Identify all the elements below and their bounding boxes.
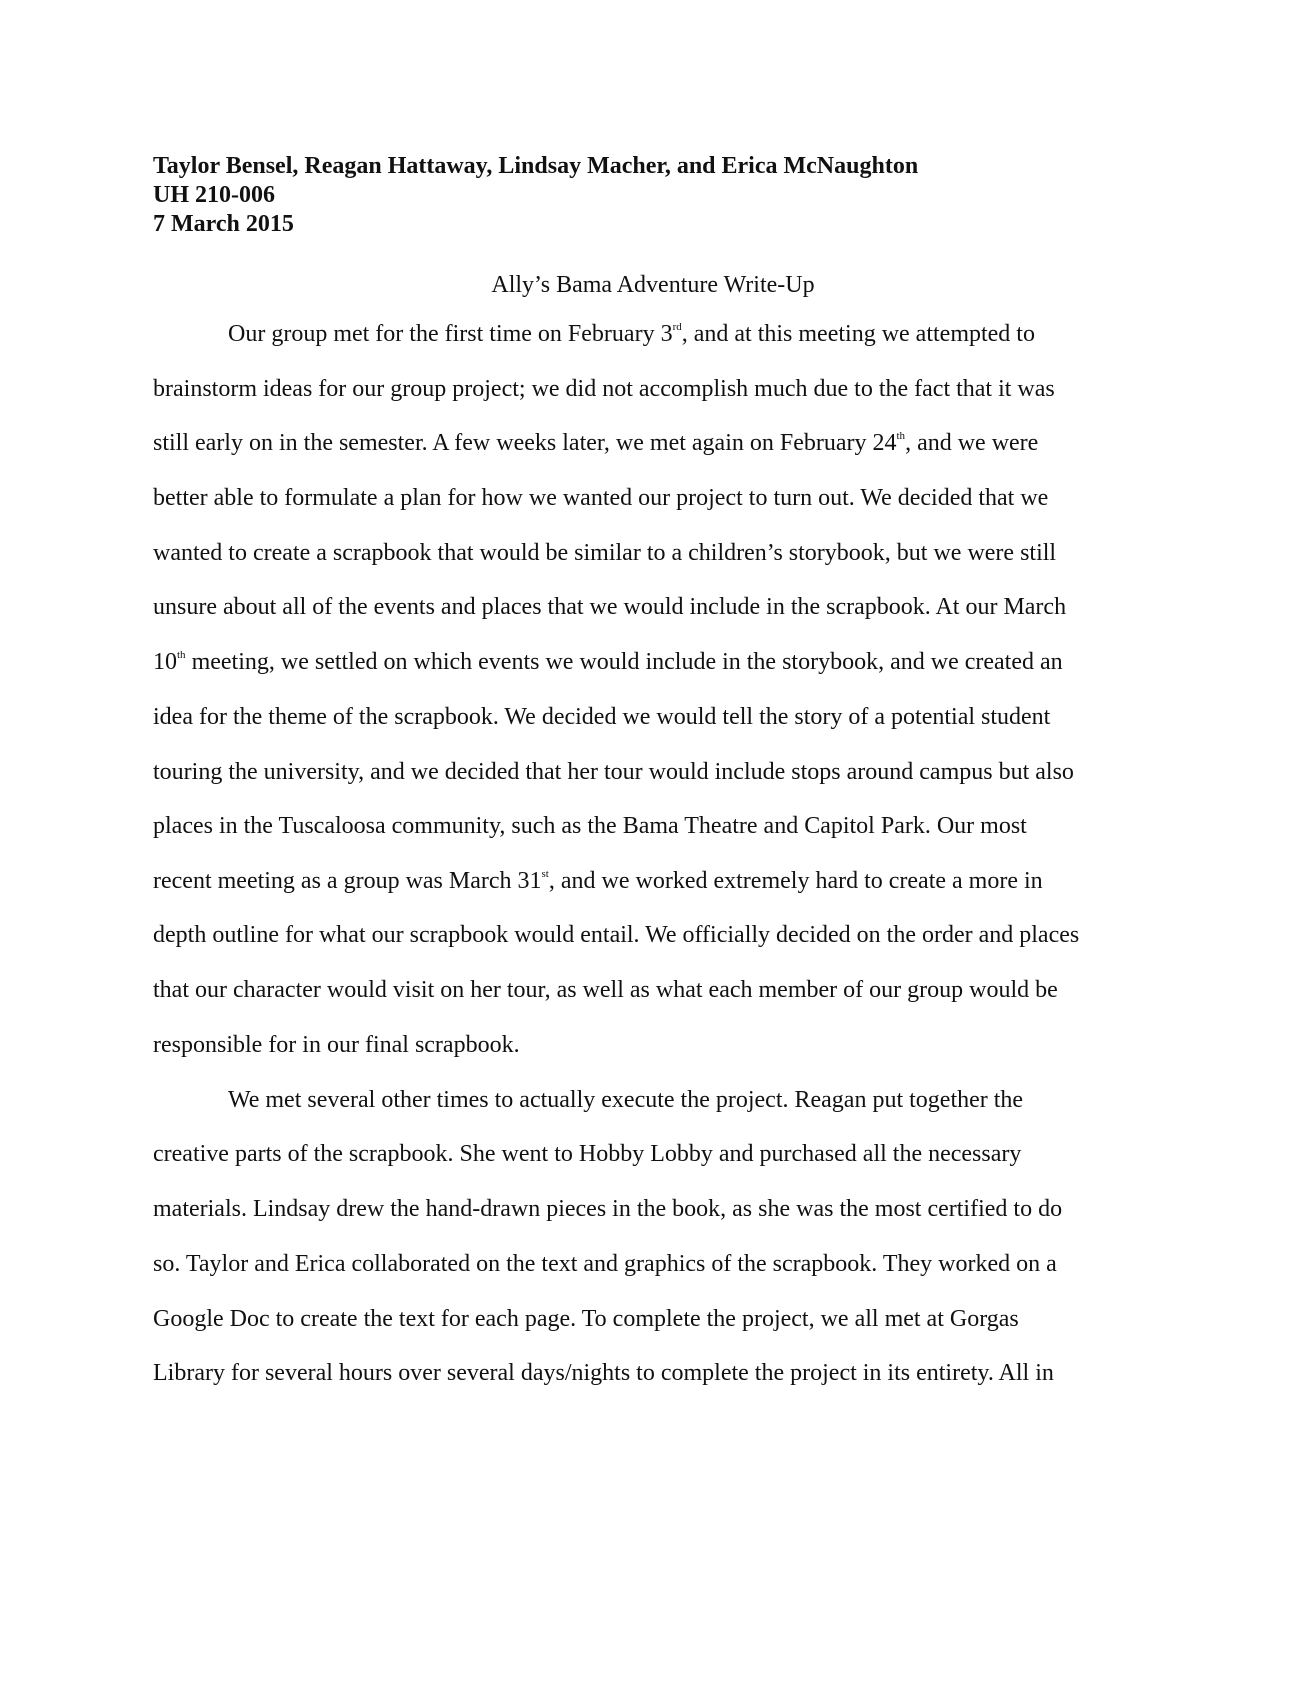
text-line: responsible for in our final scrapbook. [153,1032,520,1058]
text-line: 10th meeting, we settled on which events we would include in the storybook, and we created an [153,649,1063,675]
superscript: th [896,430,906,442]
text-line: Our group met for the first time on February 3rd, and at this meeting we attempted to [228,321,1035,347]
text-line: wanted to create a scrapbook that would be similar to a children’s storybook, but we were still [153,540,1057,566]
text-line: still early on in the semester. A few weeks later, we met again on February 24th, and we were [153,430,1039,456]
text-line: so. Taylor and Erica collaborated on the text and graphics of the scrapbook. They worked on a [153,1251,1057,1277]
text-line: materials. Lindsay drew the hand-drawn pieces in the book, as she was the most certified to do [153,1196,1063,1222]
text-line: depth outline for what our scrapbook would entail. We officially decided on the order and places [153,922,1080,948]
text-line: touring the university, and we decided that her tour would include stops around campus but also [153,759,1074,785]
text-line: better able to formulate a plan for how we wanted our project to turn out. We decided that we [153,485,1049,511]
text-line: creative parts of the scrapbook. She went to Hobby Lobby and purchased all the necessary [153,1141,1022,1167]
text-line: that our character would visit on her tour, as well as what each member of our group would be [153,977,1058,1003]
document-title: Ally’s Bama Adventure Write-Up [491,272,815,298]
superscript: rd [672,321,682,333]
text-line: Google Doc to create the text for each page. To complete the project, we all met at Gorgas [153,1306,1019,1332]
superscript: st [541,868,549,880]
text-line: unsure about all of the events and places that we would include in the scrapbook. At our March [153,594,1067,620]
text-line: brainstorm ideas for our group project; we did not accomplish much due to the fact that it was [153,376,1055,402]
text-line: idea for the theme of the scrapbook. We decided we would tell the story of a potential student [153,704,1051,730]
text-line: recent meeting as a group was March 31st, and we worked extremely hard to create a more in [153,868,1043,894]
text-line: places in the Tuscaloosa community, such as the Bama Theatre and Capitol Park. Our most [153,813,1027,839]
document-date: 7 March 2015 [153,211,294,237]
text-line: We met several other times to actually execute the project. Reagan put together the [228,1087,1024,1113]
superscript: th [177,649,186,661]
text-line: Library for several hours over several days/nights to complete the project in its entirety. All in [153,1360,1054,1386]
course-code: UH 210-006 [153,182,275,208]
document-header [153,152,918,239]
author-names: Taylor Bensel, Reagan Hattaway, Lindsay Macher, and Erica McNaughton [153,153,919,179]
